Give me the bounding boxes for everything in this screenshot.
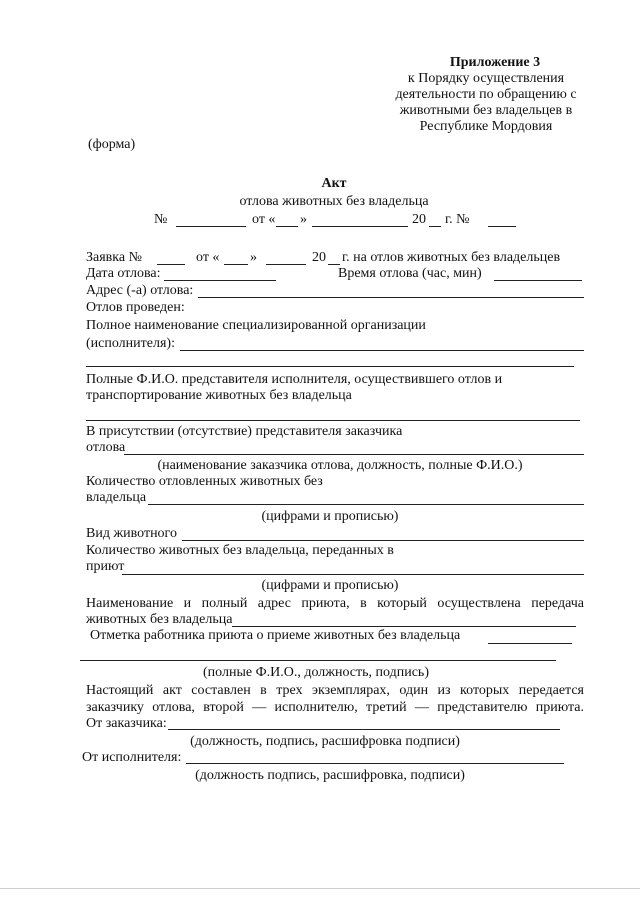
catch-date-label: Дата отлова: (86, 266, 161, 281)
shelter-count-hint: (цифрами и прописью) (261, 578, 399, 593)
from-customer-hint: (должность, подпись, расшифровка подписи) (190, 734, 460, 749)
representative-line[interactable] (86, 420, 580, 421)
application-label: Заявка № (86, 250, 142, 265)
presence-label-1: В присутствии (отсутствие) представителя заказчика (86, 424, 403, 439)
animal-type-line[interactable] (182, 540, 584, 541)
act-year-line[interactable] (429, 226, 441, 227)
act-title: Акт (321, 176, 347, 191)
executor-line[interactable] (180, 350, 584, 351)
animal-type-label: Вид животного (86, 526, 177, 541)
executor-label: (исполнителя): (86, 336, 175, 351)
act-number-line[interactable] (176, 226, 246, 227)
from-executor-label: От исполнителя: (82, 750, 182, 765)
application-year: 20 (312, 250, 326, 265)
scan-edge-line (0, 888, 640, 889)
catch-address-label: Адрес (-а) отлова: (86, 283, 194, 298)
appendix-title: Приложение 3 (449, 55, 541, 70)
shelter-count-label-1: Количество животных без владельца, переданных в (86, 543, 394, 558)
org-full-name-label: Полное наименование специализированной организации (86, 318, 426, 333)
copies-text-1: Настоящий акт составлен в трех экземплярах, один из которых передается (86, 683, 584, 698)
application-close: » (250, 250, 257, 265)
catch-time-line[interactable] (494, 280, 582, 281)
act-subtitle: отлова животных без владельца (239, 194, 429, 209)
appendix-line-4: Республике Мордовия (419, 119, 553, 134)
from-executor-hint: (должность подпись, расшифровка, подписи) (195, 768, 465, 783)
appendix-line-1: к Порядку осуществления (407, 71, 565, 86)
from-executor-line[interactable] (186, 763, 564, 764)
from-customer-line[interactable] (168, 729, 560, 730)
shelter-mark-extra-line[interactable] (80, 660, 556, 661)
presence-hint: (наименование заказчика отлова, должность, полные Ф.И.О.) (157, 458, 523, 473)
catch-address-line[interactable] (198, 297, 584, 298)
application-suffix: г. на отлов животных без владельцев (342, 250, 561, 265)
application-day-line[interactable] (224, 264, 248, 265)
application-number-line[interactable] (157, 264, 185, 265)
act-year-suffix: г. № (445, 212, 470, 227)
conducted-label: Отлов проведен: (86, 300, 185, 315)
shelter-count-label-2: приют (86, 559, 125, 574)
act-day-line[interactable] (276, 226, 298, 227)
act-date-close: » (300, 212, 307, 227)
act-reg-number-line[interactable] (488, 226, 516, 227)
application-month-line[interactable] (266, 264, 306, 265)
presence-line[interactable] (124, 454, 584, 455)
act-number-label: № (154, 212, 168, 227)
copies-text-2: заказчику отлова, второй — исполнителю, третий — представителю приюта. (86, 700, 584, 715)
from-customer-label: От заказчика: (86, 716, 167, 731)
catch-date-line[interactable] (164, 280, 276, 281)
shelter-count-line[interactable] (122, 574, 584, 575)
count-line[interactable] (148, 504, 584, 505)
shelter-mark-hint: (полные Ф.И.О., должность, подпись) (203, 665, 429, 680)
representative-label-2: транспортирование животных без владельца (86, 388, 352, 403)
act-month-line[interactable] (312, 226, 408, 227)
count-label-2: владельца (86, 490, 147, 505)
appendix-line-2: деятельности по обращению с (395, 87, 577, 102)
appendix-line-3: животными без владельцев в (399, 103, 573, 118)
shelter-mark-line[interactable] (488, 643, 572, 644)
representative-label-1: Полные Ф.И.О. представителя исполнителя, осуществившего отлов и (86, 372, 503, 387)
act-date-from: от « (252, 212, 276, 227)
catch-time-label: Время отлова (час, мин) (338, 266, 482, 281)
executor-extra-line[interactable] (86, 366, 574, 367)
count-hint: (цифрами и прописью) (261, 509, 399, 524)
shelter-name-label-2: животных без владельца (86, 612, 233, 627)
presence-label-2: отлова (86, 440, 126, 455)
shelter-name-line[interactable] (232, 626, 576, 627)
form-label: (форма) (88, 137, 136, 152)
application-from: от « (196, 250, 220, 265)
shelter-mark-label: Отметка работника приюта о приеме животных без владельца (90, 628, 461, 643)
act-year-prefix: 20 (412, 212, 426, 227)
shelter-name-label-1: Наименование и полный адрес приюта, в который осуществлена передача (86, 596, 584, 611)
count-label-1: Количество отловленных животных без (86, 474, 323, 489)
application-year-line[interactable] (328, 264, 340, 265)
